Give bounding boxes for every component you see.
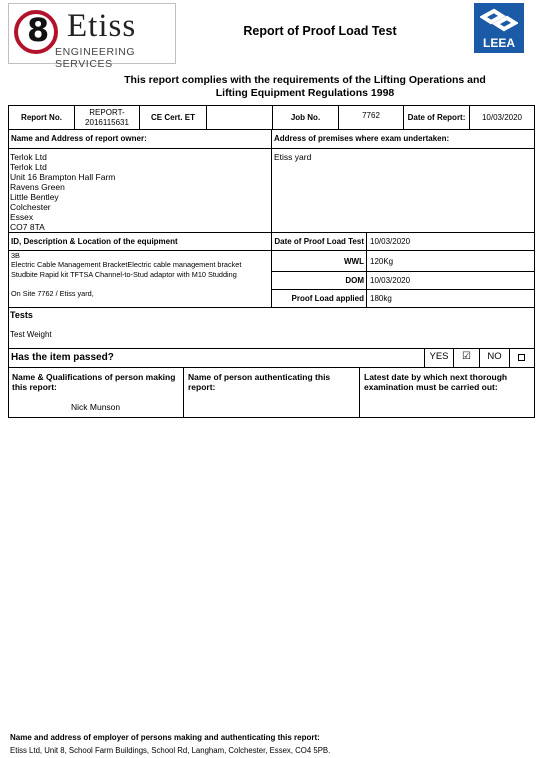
report-no-line-1: REPORT- [89, 108, 125, 117]
authenticator-label-line-1: Name of person authenticating this [188, 372, 331, 382]
maker-name: Nick Munson [71, 402, 121, 412]
report-no-line-2: 2016115631 [85, 118, 129, 127]
job-no-value: 7762 [362, 111, 380, 120]
logo-name: Etiss [67, 8, 137, 44]
date-of-report-value: 10/03/2020 [481, 113, 523, 122]
dom-label: DOM [345, 276, 364, 285]
tests-section [8, 307, 535, 349]
owner-address-line: Terlok Ltd [10, 152, 47, 162]
regulation-line-2: Lifting Equipment Regulations 1998 [215, 87, 395, 99]
maker-label-line-1: Name & Qualifications of person making [12, 372, 176, 382]
leea-badge [474, 3, 524, 53]
proof-load-applied-value: 180kg [370, 294, 392, 303]
equipment-description-line: On Site 7762 / Etiss yard, [11, 288, 94, 298]
equipment-description-line: Electric Cable Management BracketElectric cable management bracket [11, 260, 242, 270]
yes-checked-box[interactable]: ☑ [462, 351, 471, 362]
no-label: NO [487, 351, 502, 362]
authenticator-label-line-2: report: [188, 382, 216, 392]
regulation-line-1: This report complies with the requirements of the Lifting Operations and [124, 74, 486, 86]
report-owner-label: Name and Address of report owner: [11, 134, 147, 143]
tests-label: Tests [10, 310, 33, 320]
job-no-label: Job No. [290, 113, 321, 122]
wwl-label: WWL [344, 257, 364, 266]
owner-address-line: Essex [10, 212, 34, 222]
document-title: Report of Proof Load Test [243, 24, 397, 38]
ce-cert-label: CE Cert. ET [151, 113, 196, 122]
equipment-description [11, 251, 241, 298]
no-checkbox[interactable] [518, 354, 525, 361]
owner-address-line: Colchester [10, 202, 51, 212]
etiss-logo [8, 3, 176, 70]
report-no-label: Report No. [21, 113, 62, 122]
maker-label-line-2: this report: [12, 382, 57, 392]
next-exam-label-line-2: examination must be carried out: [364, 382, 498, 392]
proof-load-date-label: Date of Proof Load Test [274, 237, 364, 246]
dom-value: 10/03/2020 [370, 276, 411, 285]
proof-load-date-value: 10/03/2020 [370, 237, 411, 246]
owner-address-line: Ravens Green [10, 182, 65, 192]
owner-address-line: Terlok Ltd [10, 162, 47, 172]
premises-value: Etiss yard [274, 152, 312, 162]
equipment-description-line: Studbite Rapid kit TFTSA Channel-to-Stud adaptor with M10 Studding [11, 269, 237, 279]
premises-label: Address of premises where exam undertaken: [274, 134, 450, 143]
regulation-note [120, 74, 490, 100]
logo-subtitle: ENGINEERING SERVICES [55, 46, 136, 70]
equipment-description-line: 3B [11, 251, 20, 260]
equipment-label: ID, Description & Location of the equipment [11, 237, 178, 246]
yes-label: YES [429, 351, 449, 362]
report-owner-address [10, 152, 115, 232]
equipment-description-line [11, 279, 241, 288]
logo-mark: 8 [27, 11, 50, 49]
passed-question: Has the item passed? [11, 352, 114, 363]
chain-link-icon [480, 7, 518, 33]
owner-address-line: CO7 8TA [10, 222, 45, 232]
date-of-report-label: Date of Report: [407, 113, 466, 122]
owner-address-line: Unit 16 Brampton Hall Farm [10, 172, 116, 182]
next-exam-label-line-1: Latest date by which next thorough [364, 372, 508, 382]
proof-load-applied-label: Proof Load applied [291, 294, 364, 303]
employer-label: Name and address of employer of persons making and authenticating this report: [10, 733, 320, 742]
owner-address-line: Little Bentley [10, 192, 59, 202]
wwl-value: 120Kg [370, 257, 394, 266]
leea-label: LEEA [482, 36, 515, 50]
tests-value: Test Weight [10, 330, 52, 339]
employer-address: Etiss Ltd, Unit 8, School Farm Buildings, School Rd, Langham, Colchester, Essex, CO4 5PB. [10, 746, 331, 755]
